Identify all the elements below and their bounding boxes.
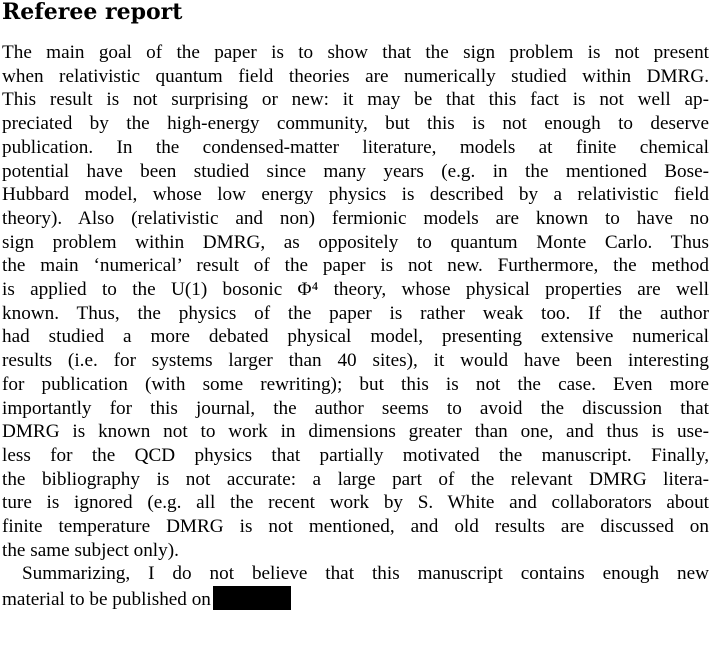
paragraph-line: less for the QCD physics that partially motivated the manuscript. Finally, — [2, 444, 709, 466]
summary-line-2 — [2, 586, 709, 612]
paragraph-line: for publication (with some rewriting); but this is not the case. Even more — [2, 373, 709, 395]
paragraph-line: potential have been studied since many years (e.g. in the mentioned Bose- — [2, 160, 709, 182]
paragraph-line: This result is not surprising or new: it may be that this fact is not well ap- — [2, 89, 709, 111]
paragraph-line: finite temperature DMRG is not mentioned, and old results are discussed on — [2, 516, 709, 538]
paragraph-line: had studied a more debated physical model, presenting extensive numerical — [2, 326, 709, 348]
report-paragraph-summary — [2, 562, 709, 611]
paragraph-line: publication. In the condensed-matter literature, models at finite chemical — [2, 136, 709, 158]
referee-report-page — [2, 0, 709, 612]
summary-line-2-text: material to be published on — [2, 589, 211, 611]
paragraph-line: the bibliography is not accurate: a large part of the relevant DMRG litera- — [2, 468, 709, 490]
redacted-journal-name — [213, 586, 291, 610]
paragraph-line: theory). Also (relativistic and non) fermionic models are known to have no — [2, 207, 709, 229]
paragraph-line: importantly for this journal, the author seems to avoid the discussion that — [2, 397, 709, 419]
paragraph-line: results (i.e. for systems larger than 40 sites), it would have been interesting — [2, 350, 709, 372]
paragraph-line: DMRG is known not to work in dimensions greater than one, and thus is use- — [2, 421, 709, 443]
paragraph-line: ture is ignored (e.g. all the recent work by S. White and collaborators about — [2, 492, 709, 514]
paragraph-line: sign problem within DMRG, as oppositely to quantum Monte Carlo. Thus — [2, 231, 709, 253]
summary-line-1: Summarizing, I do not believe that this manuscript contains enough new — [22, 563, 709, 585]
paragraph-line: Hubbard model, whose low energy physics is described by a relativistic field — [2, 184, 709, 206]
paragraph-line: The main goal of the paper is to show that the sign problem is not present — [2, 42, 709, 63]
paragraph-line: preciated by the high-energy community, but this is not enough to deserve — [2, 113, 709, 135]
report-title: Referee report — [2, 0, 183, 25]
paragraph-line: known. Thus, the physics of the paper is rather weak too. If the author — [2, 302, 709, 324]
paragraph-line: when relativistic quantum field theories are numerically studied within DMRG. — [2, 65, 709, 87]
paragraph-line: the same subject only). — [2, 539, 179, 561]
report-paragraph-main — [2, 41, 709, 562]
paragraph-line: is applied to the U(1) bosonic Φ⁴ theory, whose physical properties are well — [2, 279, 709, 301]
paragraph-line: the main ‘numerical’ result of the paper is not new. Furthermore, the method — [2, 255, 709, 277]
